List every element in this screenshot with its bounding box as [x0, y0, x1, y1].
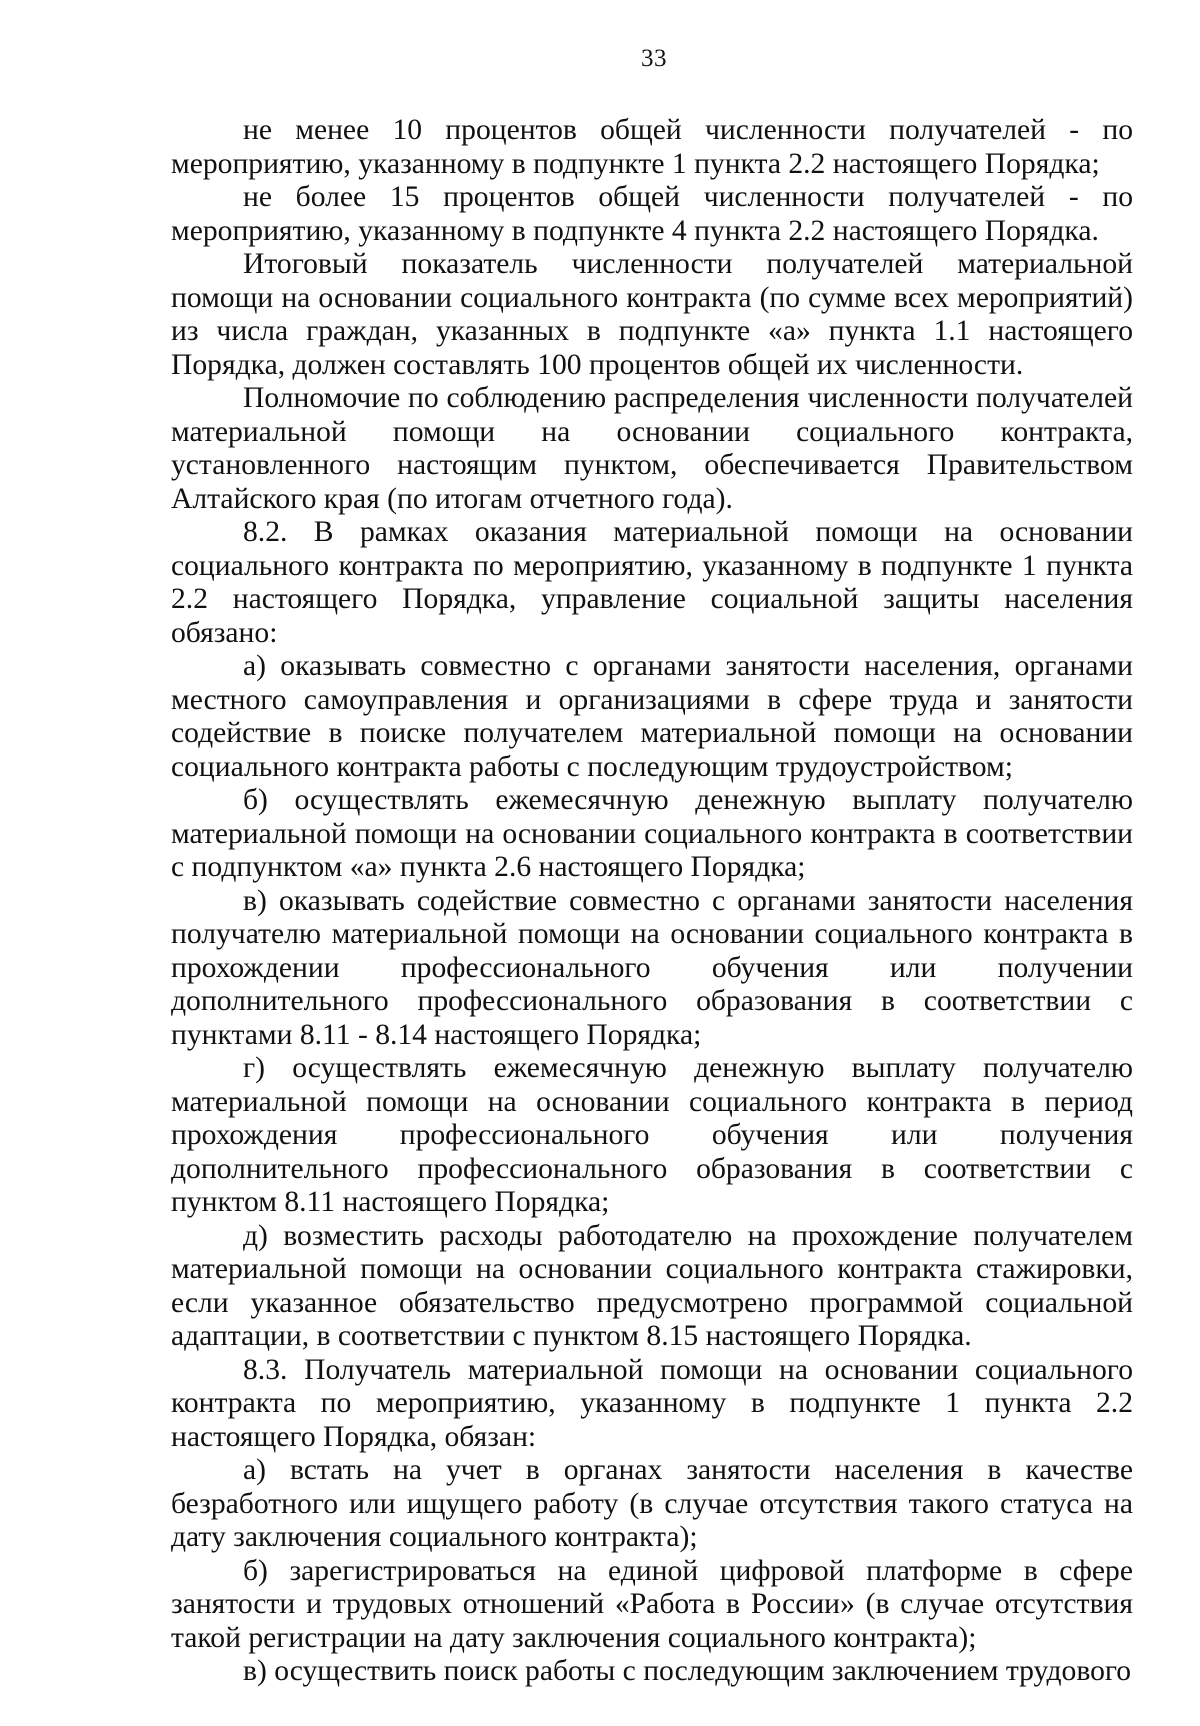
page-number: 33	[641, 45, 667, 72]
paragraph-quota-max: не более 15 процентов общей численности получателей - по мероприятию, указанному в подпункте 4 пункта 2.2 настоящего Порядка.	[171, 181, 1133, 247]
paragraph-8-2-v: в) оказывать содействие совместно с органами занятости населения получателю материальной помощи на основании социального контракта в прохождении профессионального обучения или получении дополнительного профессионального образования в соответствии с пунктами 8.11 - 8.14 настоящего Порядка;	[171, 884, 1133, 1051]
paragraph-8-2-g: г) осуществлять ежемесячную денежную выплату получателю материальной помощи на основании социального контракта в период прохождения профессионального обучения или получения дополнительного профессионального образования в соответствии с пунктом 8.11 настоящего Порядка;	[171, 1052, 1133, 1218]
paragraph-authority: Полномочие по соблюдению распределения численности получателей материальной помощи на основании социального контракта, установленного настоящим пунктом, обеспечивается Правительством Алтайского края (по итогам отчетного года).	[171, 382, 1133, 515]
paragraph-quota-min: не менее 10 процентов общей численности получателей - по мероприятию, указанному в подпункте 1 пункта 2.2 настоящего Порядка;	[171, 114, 1133, 180]
paragraph-8-2-d: д) возместить расходы работодателю на прохождение получателем материальной помощи на основании социального контракта стажировки, если указанное обязательство предусмотрено программой социальной адаптации, в соответствии с пунктом 8.15 настоящего Порядка.	[171, 1219, 1133, 1352]
paragraph-8-3: 8.3. Получатель материальной помощи на основании социального контракта по мероприятию, указанному в подпункте 1 пункта 2.2 настоящего Порядка, обязан:	[171, 1353, 1133, 1453]
paragraph-8-3-a: а) встать на учет в органах занятости населения в качестве безработного или ищущего работу (в случае отсутствия такого статуса на дату заключения социального контракта);	[171, 1454, 1133, 1553]
paragraph-8-2-a: а) оказывать совместно с органами занятости населения, органами местного самоуправления и организациями в сфере труда и занятости содействие в поиске получателем материальной помощи на основании социального контракта работы с последующим трудоустройством;	[171, 650, 1133, 783]
paragraph-8-2: 8.2. В рамках оказания материальной помощи на основании социального контракта по мероприятию, указанному в подпункте 1 пункта 2.2 настоящего Порядка, управление социальной защиты населения обязано:	[171, 516, 1133, 649]
paragraph-8-3-v: в) осуществить поиск работы с последующим заключением трудового	[243, 1655, 1132, 1687]
document-body	[171, 114, 1133, 1689]
paragraph-8-2-b: б) осуществлять ежемесячную денежную выплату получателю материальной помощи на основании социального контракта в соответствии с подпунктом «а» пункта 2.6 настоящего Порядка;	[171, 784, 1133, 883]
paragraph-total-indicator: Итоговый показатель численности получателей материальной помощи на основании социального контракта (по сумме всех мероприятий) из числа граждан, указанных в подпункте «а» пункта 1.1 настоящего Порядка, должен составлять 100 процентов общей их численности.	[171, 248, 1133, 381]
paragraph-8-3-b: б) зарегистрироваться на единой цифровой платформе в сфере занятости и трудовых отношений «Работа в России» (в случае отсутствия такой регистрации на дату заключения социального контракта);	[171, 1554, 1133, 1654]
